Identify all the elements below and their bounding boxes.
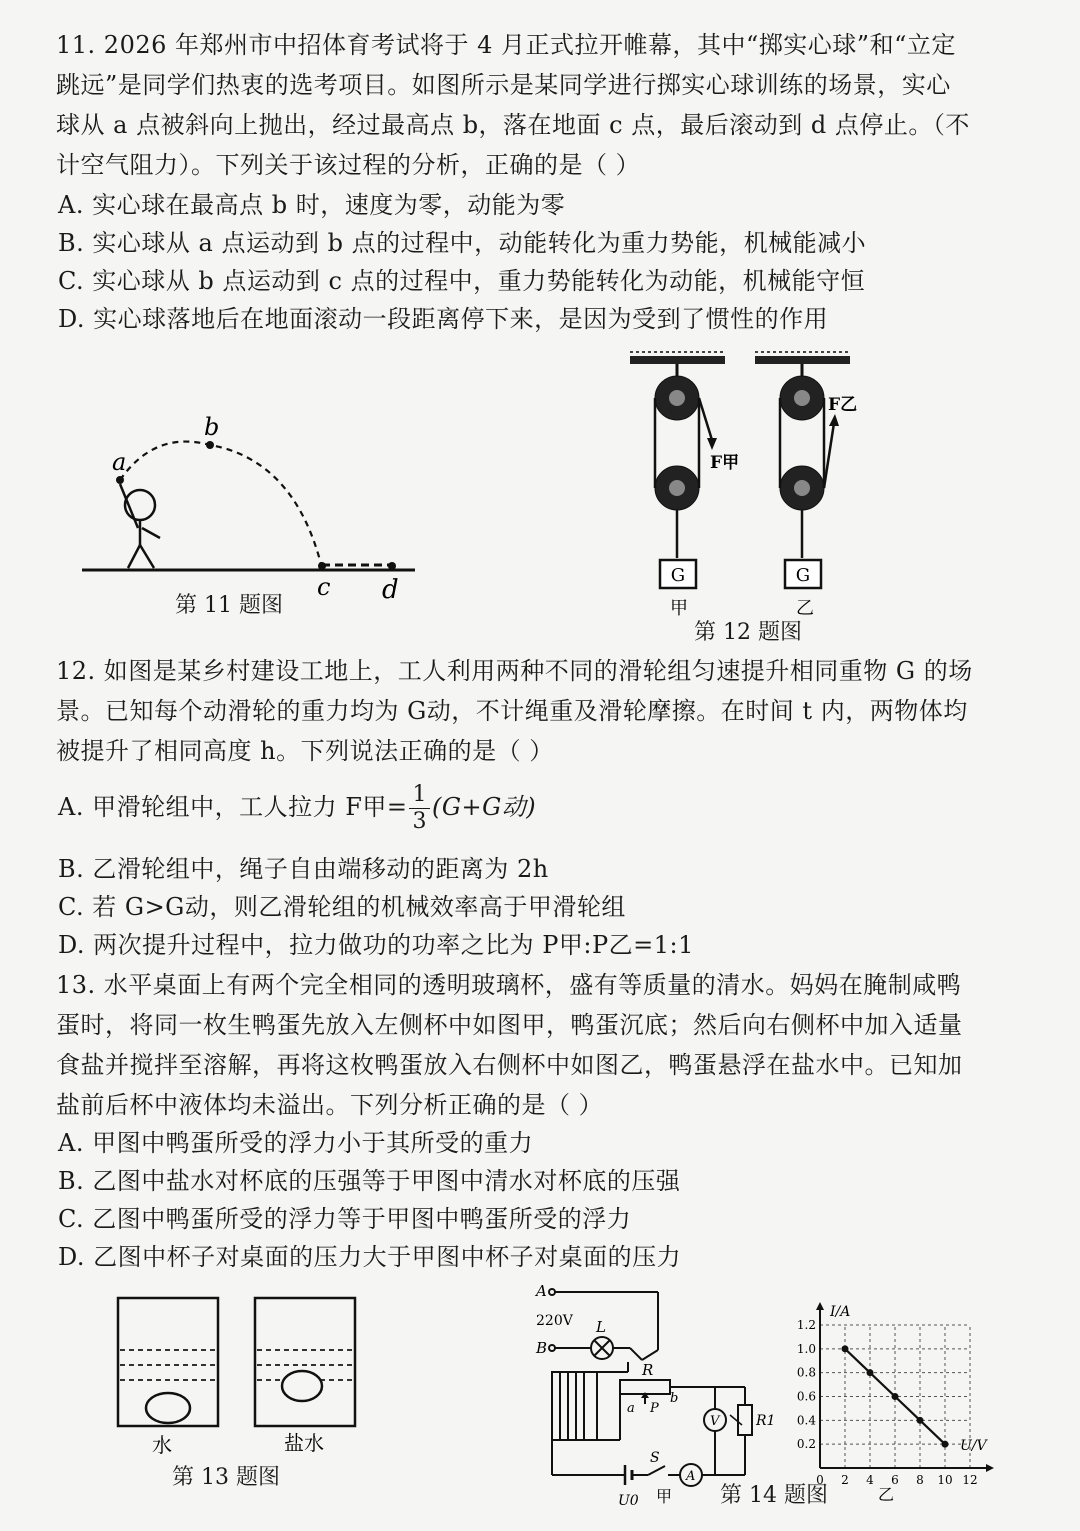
cup-saltwater xyxy=(255,1298,355,1455)
label-yi-chart: 乙 xyxy=(878,1485,895,1504)
q11-line-2: 跳远”是同学们热衷的选考项目。如图所示是某同学进行掷实心球训练的场景，实心 xyxy=(56,71,951,99)
force-arrow-jia xyxy=(707,438,717,450)
point-b xyxy=(206,441,214,449)
relay-switch xyxy=(630,1348,642,1360)
y-tick-label: 1.2 xyxy=(796,1318,816,1332)
figure-14-caption: 第 14 题图 xyxy=(720,1483,828,1508)
pulley-system-jia xyxy=(630,352,739,619)
y-tick-label: 0.6 xyxy=(796,1389,816,1404)
y-tick-label: 0.2 xyxy=(796,1437,816,1452)
q12-line-2: 景。已知每个动滑轮的重力均为 G动，不计绳重及滑轮摩擦。在时间 t 内，两物体均 xyxy=(56,697,968,725)
svg-text:G: G xyxy=(670,565,686,586)
svg-text:甲: 甲 xyxy=(656,1487,673,1506)
x-tick-label: 8 xyxy=(916,1473,924,1487)
q13-option-c: C. 乙图中鸭蛋所受的浮力等于甲图中鸭蛋所受的浮力 xyxy=(58,1205,632,1233)
point-a xyxy=(116,476,124,484)
q13-line-2: 蛋时，将同一枚生鸭蛋先放入左侧杯中如图甲，鸭蛋沉底；然后向右侧杯中加入适量 xyxy=(56,1011,963,1039)
q11-option-d: D. 实心球落地后在地面滚动一段距离停下来，是因为受到了惯性的作用 xyxy=(58,305,829,333)
x-tick-label: 6 xyxy=(891,1473,899,1487)
q12-option-c: C. 若 G>G动，则乙滑轮组的机械效率高于甲滑轮组 xyxy=(58,893,626,921)
data-point xyxy=(942,1441,949,1448)
pulley-system-yi xyxy=(755,352,857,619)
y-tick-label: 0.4 xyxy=(796,1413,816,1428)
pull-rope-jia xyxy=(699,398,712,440)
q13-line-3: 食盐并搅拌至溶解，再将这枚鸭蛋放入右侧杯中如图乙，鸭蛋悬浮在盐水中。已知加 xyxy=(56,1051,963,1079)
point-c xyxy=(318,562,326,570)
q12-line-3: 被提升了相同高度 h。下列说法正确的是（ ） xyxy=(56,737,554,765)
label-b: b xyxy=(204,413,220,441)
svg-text:L: L xyxy=(596,1318,606,1336)
figure-11-caption: 第 11 题图 xyxy=(175,593,283,618)
svg-text:R: R xyxy=(642,1361,654,1379)
q13-option-a: A. 甲图中鸭蛋所受的浮力小于其所受的重力 xyxy=(58,1129,534,1157)
svg-text:b: b xyxy=(670,1391,679,1406)
label-d: d xyxy=(382,575,399,605)
q11-option-b: B. 实心球从 a 点运动到 b 点的过程中，动能转化为重力势能，机械能减小 xyxy=(58,229,867,257)
svg-text:B: B xyxy=(536,1339,548,1357)
q12-option-b: B. 乙滑轮组中，绳子自由端移动的距离为 2h xyxy=(58,855,549,883)
egg-suspended xyxy=(282,1371,322,1401)
cup-water xyxy=(118,1298,218,1457)
y-axis-label: I/A xyxy=(830,1304,851,1320)
pull-rope-yi xyxy=(824,423,834,488)
data-point xyxy=(867,1369,874,1376)
x-tick-label: 4 xyxy=(866,1473,874,1487)
q11-line-4: 计空气阻力）。下列关于该过程的分析，正确的是（ ） xyxy=(56,151,641,179)
label-yi: 乙 xyxy=(796,598,814,619)
q13-option-d: D. 乙图中杯子对桌面的压力大于甲图中杯子对桌面的压力 xyxy=(58,1243,682,1271)
data-point xyxy=(892,1393,899,1400)
svg-text:V: V xyxy=(710,1414,720,1429)
x-tick-label: 12 xyxy=(962,1473,978,1487)
svg-text:U0: U0 xyxy=(618,1493,639,1509)
figure-13-caption: 第 13 题图 xyxy=(172,1465,280,1490)
point-d xyxy=(388,562,396,570)
q13-line-1: 13. 水平桌面上有两个完全相同的透明玻璃杯，盛有等质量的清水。妈妈在腌制咸鸭 xyxy=(56,971,962,999)
q13-line-4: 盐前后杯中液体均未溢出。下列分析正确的是（ ） xyxy=(56,1091,604,1119)
svg-text:A: A xyxy=(686,1469,696,1484)
q11-option-a: A. 实心球在最高点 b 时，速度为零，动能为零 xyxy=(58,191,566,219)
x-tick-label: 10 xyxy=(937,1473,953,1487)
label-f-jia: F甲 xyxy=(710,453,740,473)
y-tick-label: 0.8 xyxy=(796,1365,816,1380)
figure-14-circuit xyxy=(530,1280,780,1510)
rheostat-r xyxy=(620,1380,670,1394)
trajectory xyxy=(120,442,322,568)
q12-option-a: A. 甲滑轮组中，工人拉力 F甲= $\frac{1}{3}$ (G+G动) xyxy=(58,782,537,834)
q13-option-b: B. 乙图中盐水对杯底的压强等于甲图中清水对杯底的压强 xyxy=(58,1167,681,1195)
svg-text:P: P xyxy=(650,1401,659,1416)
y-tick-label: 1.0 xyxy=(796,1341,816,1356)
svg-text:220V: 220V xyxy=(536,1313,573,1329)
resistor-r1 xyxy=(738,1405,752,1435)
label-c: c xyxy=(317,573,331,601)
svg-text:R1: R1 xyxy=(756,1413,776,1429)
electromagnet xyxy=(552,1372,597,1440)
switch-s xyxy=(648,1466,665,1475)
figure-13-cups xyxy=(110,1290,370,1470)
figure-14-iu-chart xyxy=(790,1300,1010,1505)
label-f-yi: F乙 xyxy=(828,395,858,415)
x-tick-label: 2 xyxy=(841,1473,849,1487)
q11-line-1: 11. 2026 年郑州市中招体育考试将于 4 月正式拉开帷幕，其中“掷实心球”和“立定 xyxy=(56,31,956,59)
egg-sunk xyxy=(146,1393,190,1423)
label-a: a xyxy=(112,448,127,476)
q12-line-1: 12. 如图是某乡村建设工地上，工人利用两种不同的滑轮组匀速提升相同重物 G 的场 xyxy=(56,657,973,685)
svg-text:S: S xyxy=(650,1450,660,1466)
figure-12-pulleys xyxy=(620,348,870,628)
q11-line-3: 球从 a 点被斜向上抛出，经过最高点 b，落在地面 c 点，最后滚动到 d 点停止。（不 xyxy=(56,111,970,139)
svg-text:A: A xyxy=(536,1282,547,1300)
data-point xyxy=(917,1417,924,1424)
force-arrow-yi xyxy=(829,414,839,426)
fraction-one-third: $\frac{1}{3}$ xyxy=(409,782,430,835)
q12-option-d: D. 两次提升过程中，拉力做功的功率之比为 P甲:P乙=1:1 xyxy=(58,931,694,959)
q11-option-c: C. 实心球从 b 点运动到 c 点的过程中，重力势能转化为动能，机械能守恒 xyxy=(58,267,866,295)
label-saltwater: 盐水 xyxy=(284,1431,324,1455)
x-tick-label: 0 xyxy=(816,1473,824,1487)
svg-text:a: a xyxy=(627,1401,635,1416)
svg-text:G: G xyxy=(795,565,811,586)
x-axis-label: U/V xyxy=(960,1438,987,1454)
figure-12-caption: 第 12 题图 xyxy=(694,620,802,645)
label-jia: 甲 xyxy=(670,598,688,619)
data-point xyxy=(842,1345,849,1352)
label-water: 水 xyxy=(152,1433,172,1457)
